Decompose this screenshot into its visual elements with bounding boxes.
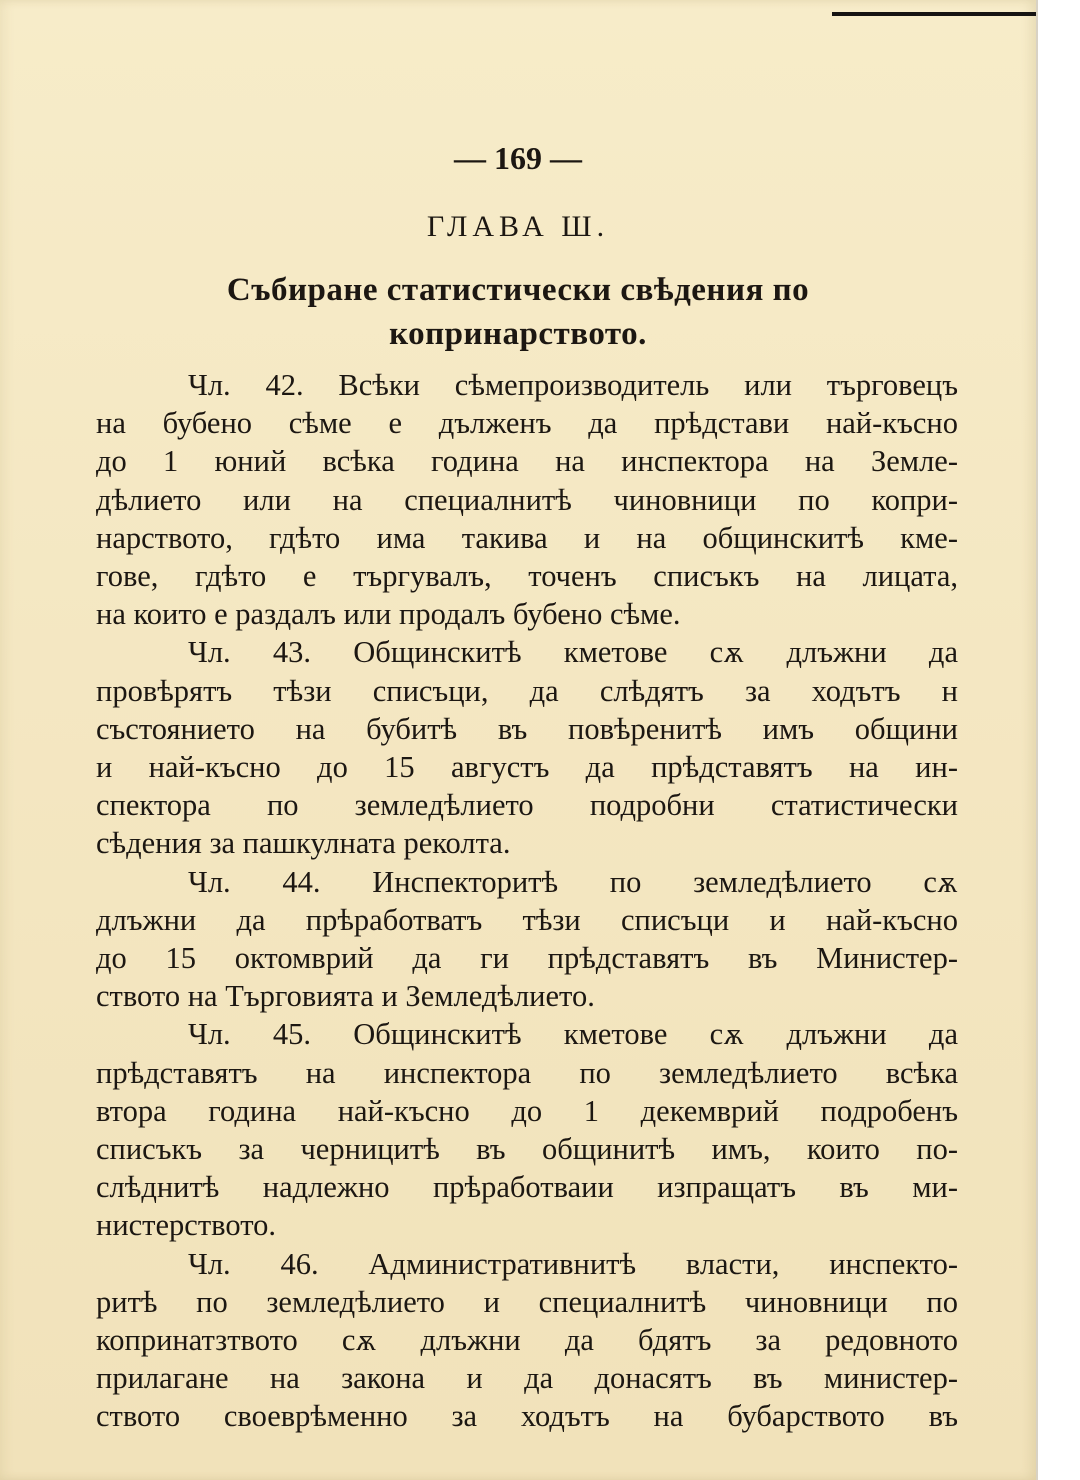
section-title-line: копринарството. (389, 316, 647, 352)
text-line: на които е раздалъ или продалъ бубено сѣме. (96, 597, 681, 632)
text-line: ритѣ по земледѣлието и специалнитѣ чиновници по (96, 1284, 958, 1319)
top-edge-rule (832, 0, 1038, 16)
text-line: нарството, гдѣто има такива и на общинскитѣ кме- (96, 520, 958, 555)
text-line: ството своеврѣменно за ходътъ на бубарството въ (96, 1399, 958, 1434)
text-line: копринатзтвото сѫ длъжни да бдятъ за редовното (96, 1323, 958, 1358)
text-line: нистерството. (96, 1208, 277, 1243)
text-line: Чл. 46. Административнитѣ власти, инспекто- (188, 1246, 958, 1281)
text-line: провѣрятъ тѣзи списъци, да слѣдятъ за ходътъ н (96, 673, 958, 708)
text-line: до 1 юний всѣка година на инспектора на Земле- (96, 444, 958, 479)
text-line: сѣдения за пашкулната реколта. (96, 826, 511, 861)
text-line: състоянието на бубитѣ въ повѣренитѣ имъ общини (96, 711, 958, 746)
article-46 (96, 1245, 958, 1436)
text-line: до 15 октомврий да ги прѣдставятъ въ Министер- (96, 941, 958, 976)
section-title (0, 268, 1036, 356)
body-text (96, 366, 958, 1436)
text-line: прилагане на закона и да донасятъ въ министер- (96, 1361, 958, 1396)
scan-margin (1036, 0, 1080, 1480)
text-line: Чл. 45. Общинскитѣ кметове сѫ длъжни да (188, 1017, 958, 1052)
text-line: гове, гдѣто е търгувалъ, точенъ списъкъ на лицата, (96, 559, 958, 594)
text-line: прѣдставятъ на инспектора по земледѣлието всѣка (96, 1055, 958, 1090)
text-line: ството на Търговията и Земледѣлието. (96, 979, 595, 1014)
article-42 (96, 366, 958, 633)
article-45 (96, 1015, 958, 1244)
text-line: дѣлието или на специалнитѣ чиновници по копри- (96, 482, 958, 517)
text-line: втора година най-късно до 1 декемврий подробенъ (96, 1093, 958, 1128)
chapter-heading: ГЛАВА Ш. (426, 210, 610, 243)
section-title-line: Събиране статистически свѣдения по (226, 272, 810, 308)
text-line: Чл. 43. Общинскитѣ кметове сѫ длъжни да (188, 635, 958, 670)
text-line: Чл. 44. Инспекторитѣ по земледѣлието сѫ (188, 864, 958, 899)
article-43 (96, 633, 958, 862)
text-line: длъжни да прѣработватъ тѣзи списъци и най-късно (96, 902, 958, 937)
text-line: Чл. 42. Всѣки сѣмепроизводитель или търговецъ (188, 368, 958, 402)
text-line: и най-късно до 15 августъ да прѣдставятъ на ин- (96, 750, 958, 785)
article-44 (96, 863, 958, 1016)
text-line: слѣднитѣ надлежно прѣработваии изпращатъ въ ми- (96, 1170, 958, 1205)
text-line: на бубено сѣме е дълженъ да прѣдстави най-късно (96, 406, 958, 441)
page-number: — 169 — (454, 140, 582, 176)
text-line: списъкъ за черницитѣ въ общинитѣ имъ, които по- (96, 1132, 958, 1167)
text-line: спектора по землeдѣлието подробни статистически (96, 788, 958, 823)
